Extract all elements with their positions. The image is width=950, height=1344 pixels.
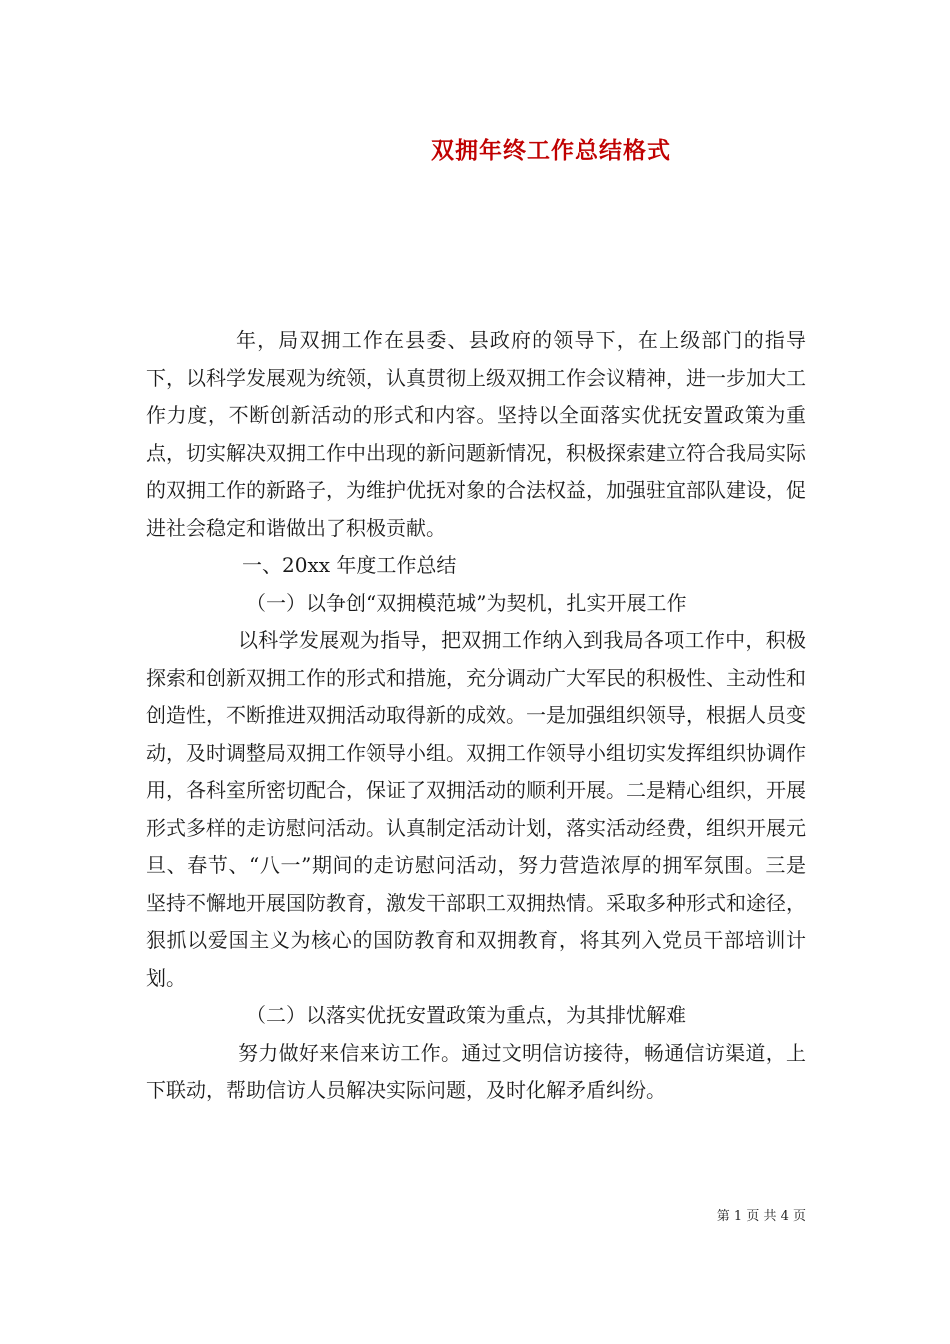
intro-paragraph: 年，局双拥工作在县委、县政府的领导下，在上级部门的指导下，以科学发展观为统领，认真贯彻上级双拥工作会议精神，进一步加大工作力度，不断创新活动的形式和内容。坚持以全面落实优抚安置政策为重点，切实解决双拥工作中出现的新问题新情况，积极探索建立符合我局实际的双拥工作的新路子，为维护优抚对象的合法权益，加强驻宜部队建设，促进社会稳定和谐做出了积极贡献。	[146, 328, 806, 540]
subsection-heading-1: （一）以争创“双拥模范城”为契机，扎实开展工作	[246, 590, 687, 615]
subsection-heading-2: （二）以落实优抚安置政策为重点，为其排忧解难	[246, 1003, 686, 1027]
document-title: 双拥年终工作总结格式	[431, 137, 671, 164]
document-body	[146, 322, 806, 1110]
subsection-2-paragraph: 努力做好来信来访工作。通过文明信访接待，畅通信访渠道，上下联动，帮助信访人员解决实际问题，及时化解矛盾纠纷。	[146, 1040, 806, 1102]
subsection-1-paragraph: 以科学发展观为指导，把双拥工作纳入到我局各项工作中，积极探索和创新双拥工作的形式和措施，充分调动广大军民的积极性、主动性和创造性，不断推进双拥活动取得新的成效。一是加强组织领导，根据人员变动，及时调整局双拥工作领导小组。双拥工作领导小组切实发挥组织协调作用，各科室所密切配合，保证了双拥活动的顺利开展。二是精心组织，开展形式多样的走访慰问活动。认真制定活动计划，落实活动经费，组织开展元旦、春节、“八一”期间的走访慰问活动，努力营造浓厚的拥军氛围。三是坚持不懈地开展国防教育，激发干部职工双拥热情。采取多种形式和途径，狠抓以爱国主义为核心的国防教育和双拥教育，将其列入党员干部培训计划。	[146, 628, 806, 990]
page-number-footer: 第 1 页 共 4 页	[716, 1209, 806, 1224]
section-heading-1: 一、20xx 年度工作总结	[242, 553, 457, 577]
